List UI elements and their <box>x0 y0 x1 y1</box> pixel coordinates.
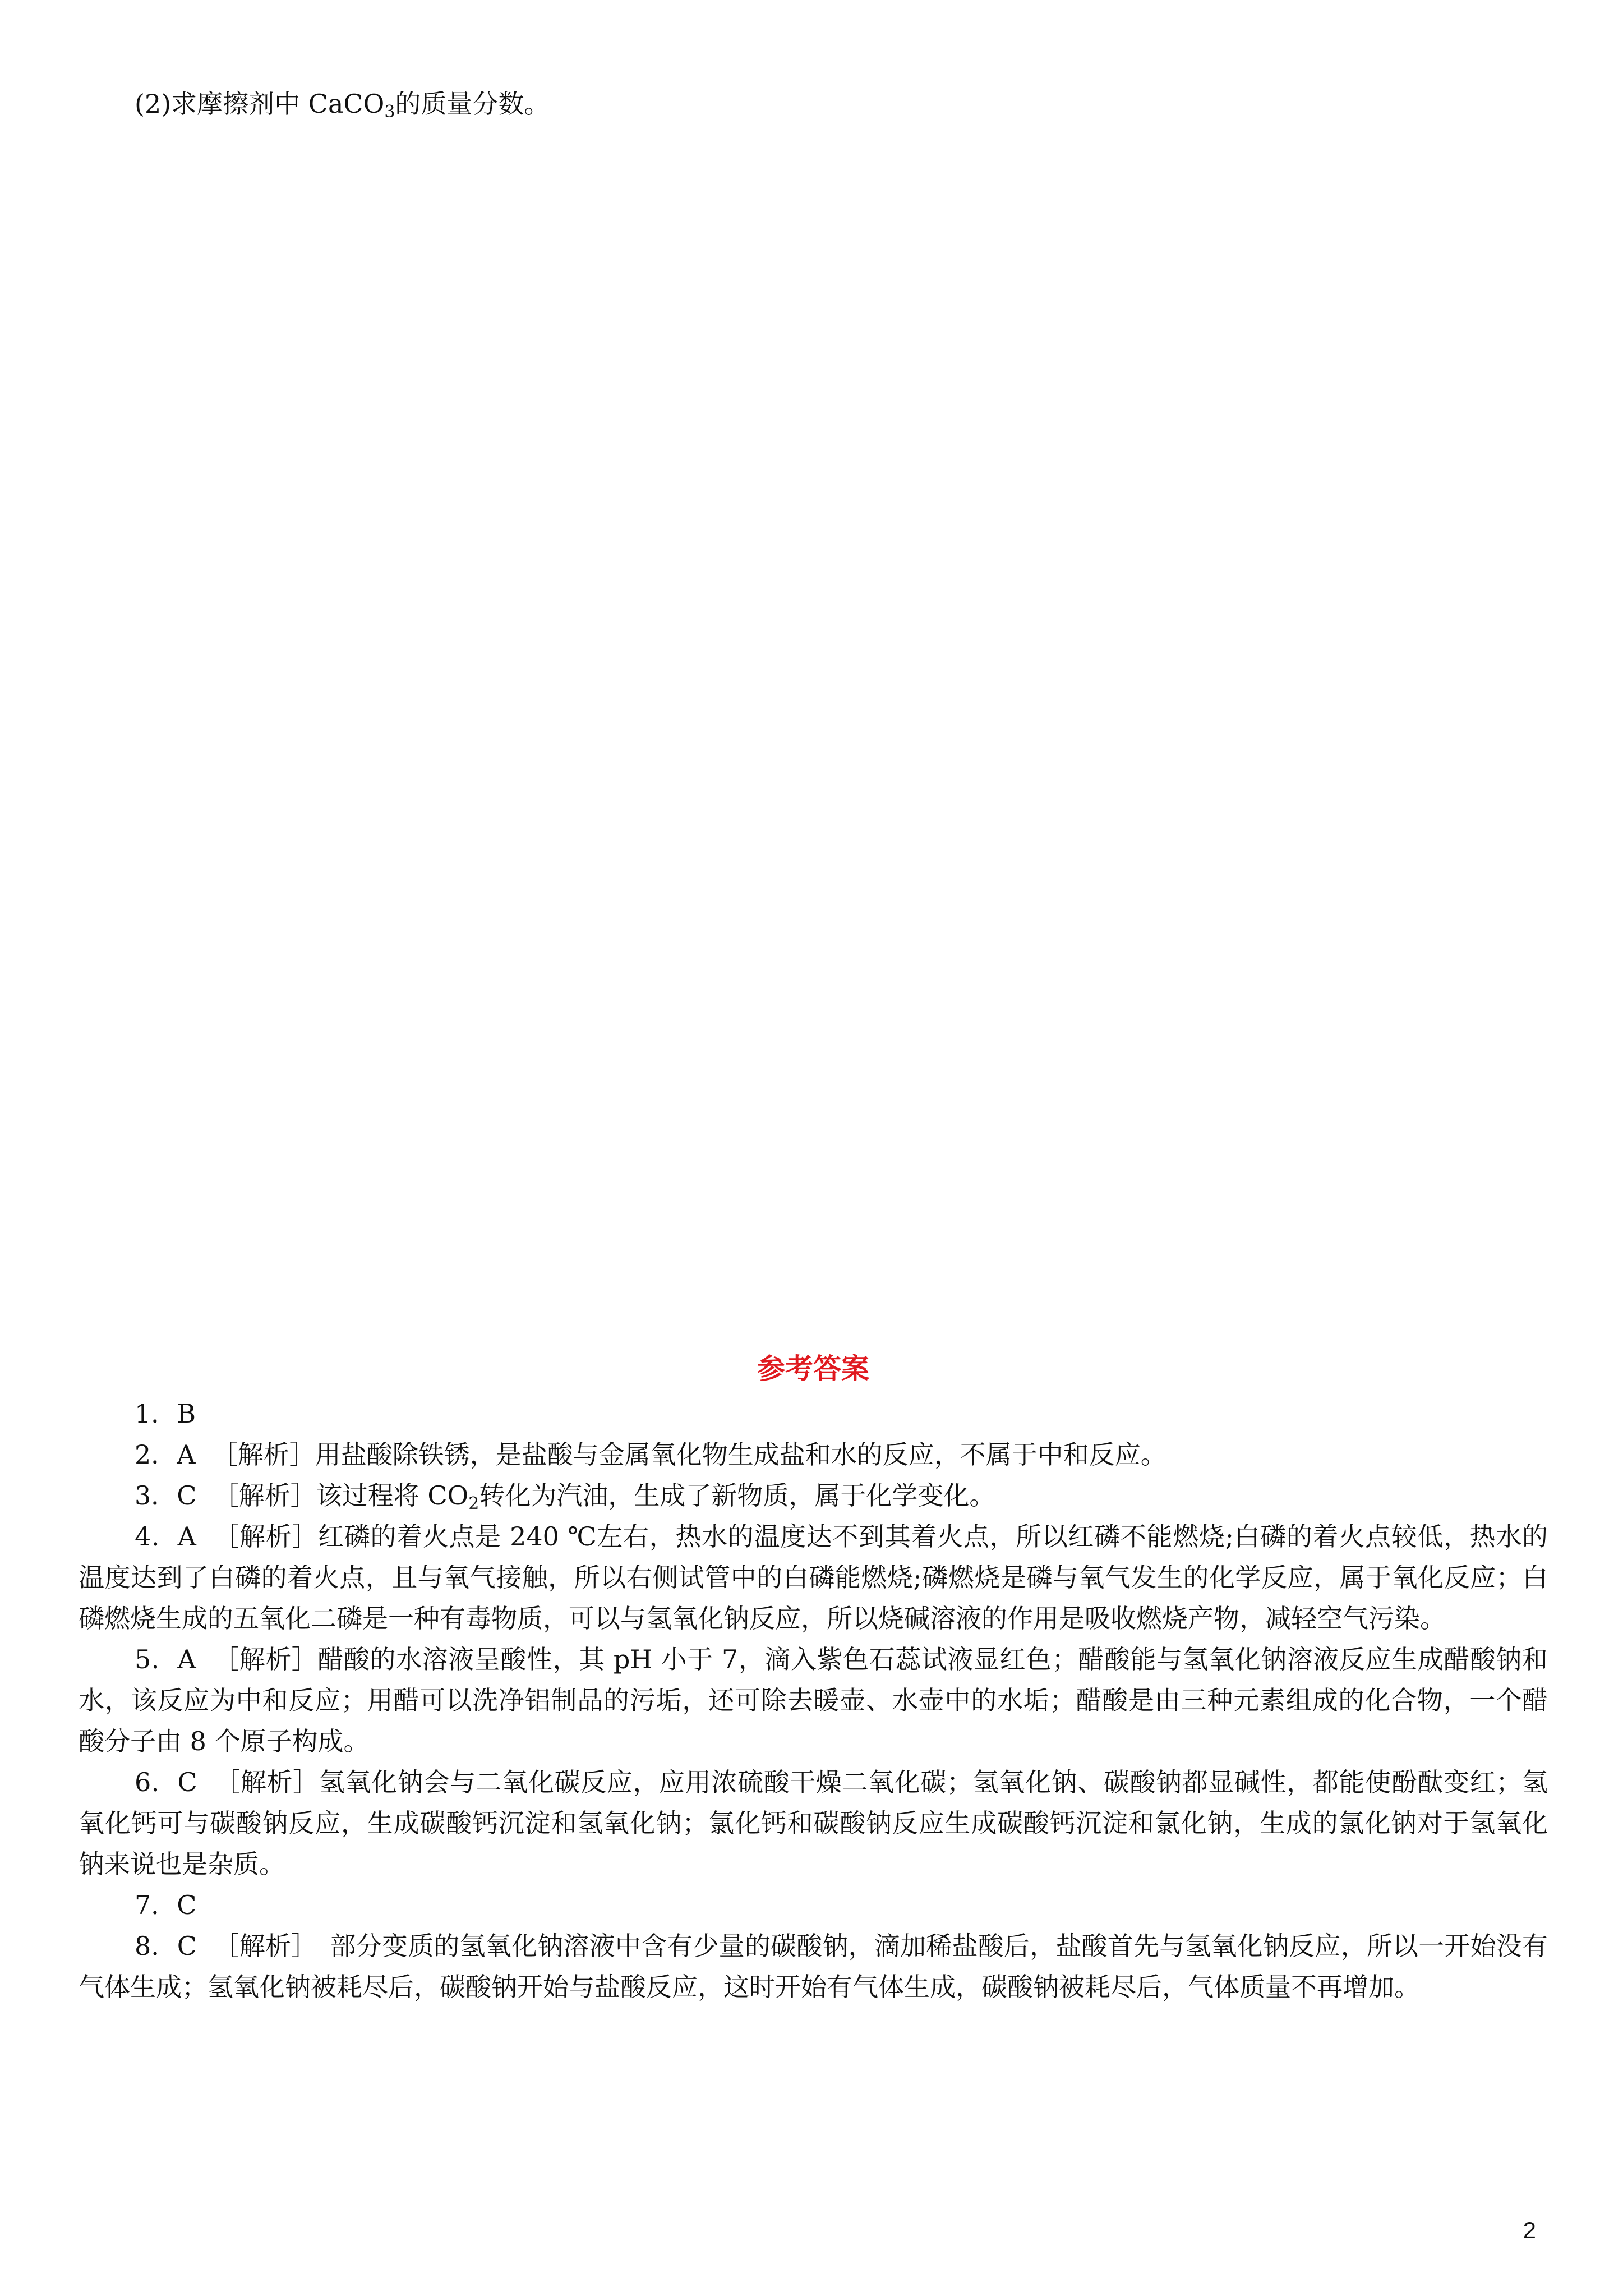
answer-choice: C <box>177 1767 197 1797</box>
answer-item-3 <box>79 1475 1548 1516</box>
answer-item-5 <box>79 1639 1548 1762</box>
analysis-tag: ［解析］ <box>213 1521 319 1552</box>
analysis-subscript: 2 <box>468 1494 479 1513</box>
answer-number: 6． <box>135 1767 178 1797</box>
analysis-tag: ［解析］ <box>214 1767 319 1797</box>
analysis-text-cont: 转化为汽油，生成了新物质，属于化学变化。 <box>479 1480 995 1511</box>
analysis-tag: ［解析］ <box>213 1931 305 1961</box>
analysis-text: 氢氧化钠会与二氧化碳反应，应用浓硫酸干燥二氧化碳；氢氧化钠、碳酸钠都显碱性，都能使酚酞变红；氢氧化钙可与碳酸钠反应，生成碳酸钙沉淀和氢氧化钠；氯化钙和碳酸钠反应生成碳酸钙沉淀和氯化钠，生成的氯化钠对于氢氧化钠来说也是杂质。 <box>79 1767 1548 1879</box>
answer-number: 7． <box>135 1890 177 1920</box>
answers-title: 参考答案 <box>757 1352 869 1385</box>
answer-choice: B <box>177 1398 196 1429</box>
question-text-suffix: 的质量分数。 <box>395 89 550 119</box>
analysis-text: 该过程将 CO <box>316 1480 469 1511</box>
answer-number: 4． <box>135 1521 178 1552</box>
question-2 <box>135 84 550 123</box>
question-text-prefix: (2)求摩擦剂中 CaCO <box>135 89 385 119</box>
analysis-text: 红磷的着火点是 240 ℃左右，热水的温度达不到其着火点，所以红磷不能燃烧;白磷的着火点较低，热水的温度达到了白磷的着火点，且与氧气接触，所以右侧试管中的白磷能燃烧;磷燃烧是磷与氧气发生的化学反应，属于氧化反应；白磷燃烧生成的五氧化二磷是一种有毒物质，可以与氢氧化钠反应，所以烧碱溶液的作用是吸收燃烧产物，减轻空气污染。 <box>79 1521 1548 1634</box>
answer-choice: A <box>177 1439 196 1470</box>
answer-number: 2． <box>135 1439 177 1470</box>
answer-item-4 <box>79 1516 1548 1639</box>
answer-choice: C <box>177 1890 197 1920</box>
question-subscript: 3 <box>384 102 395 122</box>
analysis-text: 部分变质的氢氧化钠溶液中含有少量的碳酸钠，滴加稀盐酸后，盐酸首先与氢氧化钠反应，所以一开始没有气体生成；氢氧化钠被耗尽后，碳酸钠开始与盐酸反应，这时开始有气体生成，碳酸钠被耗尽后，气体质量不再增加。 <box>79 1931 1548 2002</box>
answer-number: 5． <box>135 1644 178 1674</box>
analysis-text: 醋酸的水溶液呈酸性，其 pH 小于 7，滴入紫色石蕊试液显红色；醋酸能与氢氧化钠溶液反应生成醋酸钠和水，该反应为中和反应；用醋可以洗净铝制品的污垢，还可除去暖壶、水壶中的水垢；醋酸是由三种元素组成的化合物，一个醋酸分子由 8 个原子构成。 <box>79 1644 1548 1756</box>
analysis-text: 用盐酸除铁锈，是盐酸与金属氧化物生成盐和水的反应，不属于中和反应。 <box>315 1439 1166 1470</box>
answer-choice: C <box>177 1480 197 1511</box>
analysis-tag: ［解析］ <box>213 1480 316 1511</box>
analysis-tag: ［解析］ <box>213 1644 318 1674</box>
answer-choice: A <box>177 1644 196 1674</box>
answer-choice: A <box>177 1521 196 1552</box>
answer-item-8 <box>79 1926 1548 2008</box>
analysis-tag: ［解析］ <box>211 1439 315 1470</box>
answer-number: 3． <box>135 1480 177 1511</box>
page-number: 2 <box>1523 2217 1536 2243</box>
answer-item-7 <box>79 1885 1548 1926</box>
answer-choice: C <box>177 1931 197 1961</box>
answer-number: 1． <box>135 1398 177 1429</box>
answer-item-6 <box>79 1762 1548 1885</box>
answer-item-2 <box>79 1434 1548 1475</box>
answer-item-1 <box>79 1393 1548 1434</box>
reference-answers <box>79 1346 1548 2008</box>
answer-number: 8． <box>135 1931 177 1961</box>
